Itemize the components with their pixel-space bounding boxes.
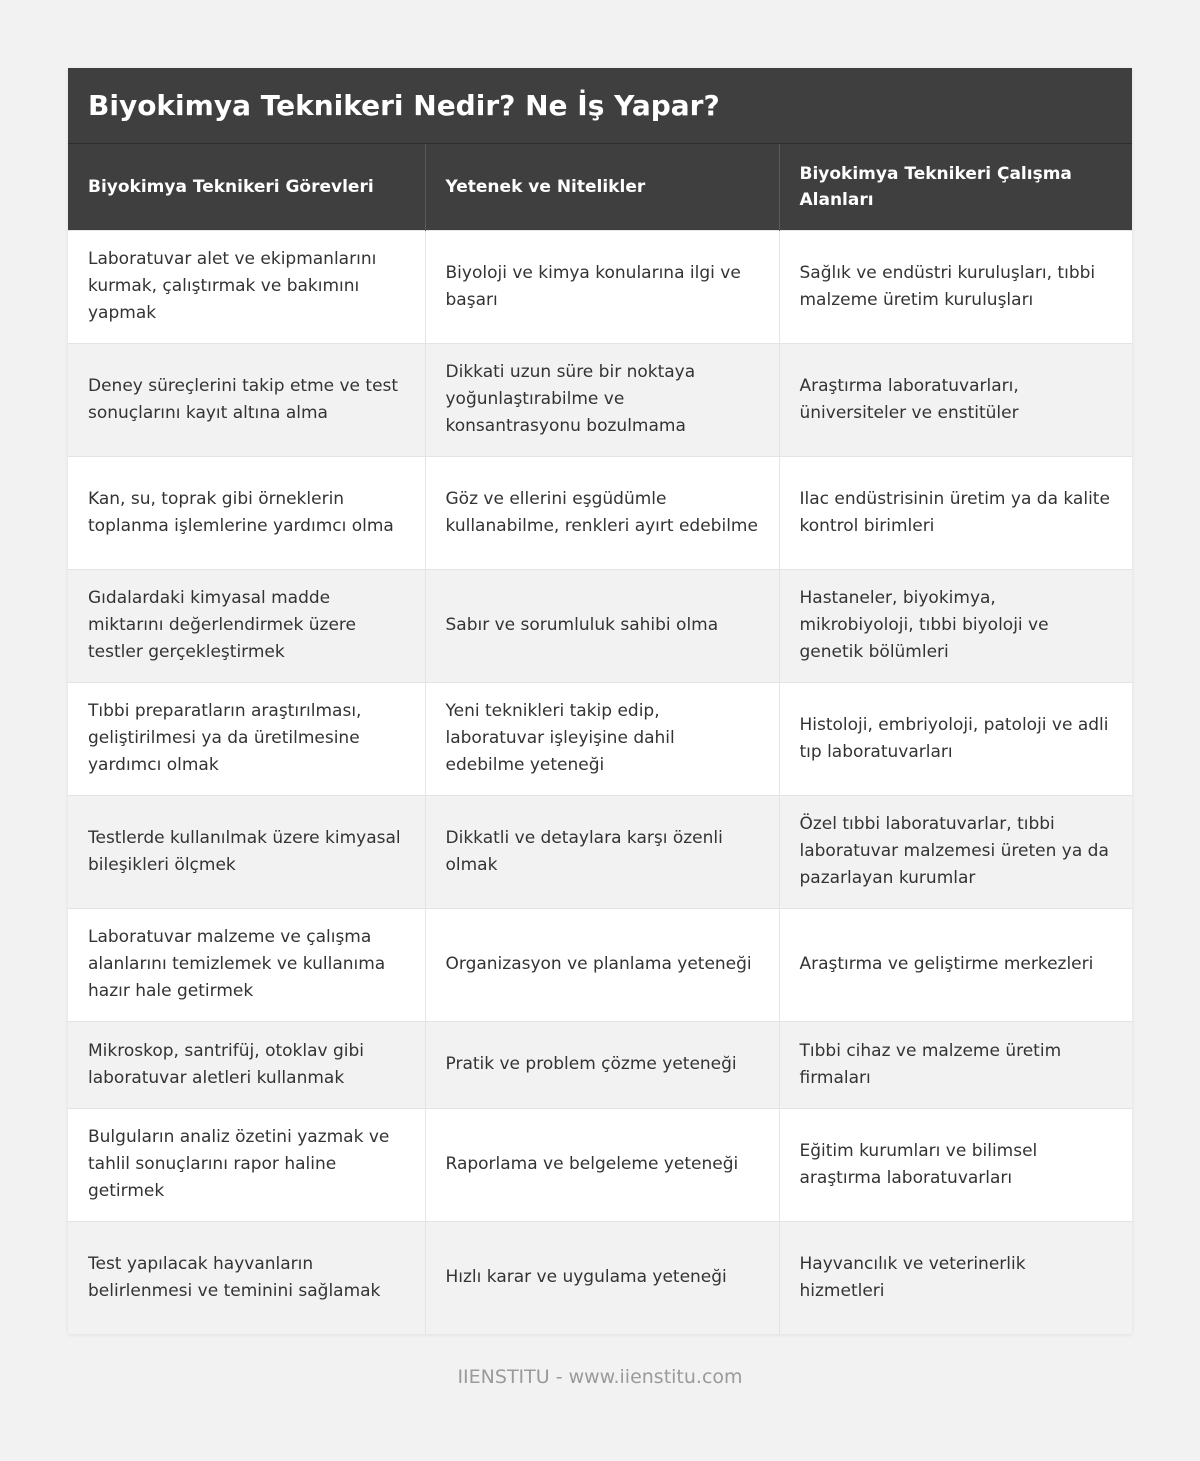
header-row — [68, 144, 1132, 230]
page-title: Biyokimya Teknikeri Nedir? Ne İş Yapar? — [88, 89, 720, 122]
table-cell: Araştırma laboratuvarları, üniversiteler ve enstitüler — [779, 343, 1132, 456]
table-cell: Test yapılacak hayvanların belirlenmesi ve teminini sağlamak — [68, 1221, 425, 1334]
table-cell: Laboratuvar alet ve ekipmanlarını kurmak, çalıştırmak ve bakımını yapmak — [68, 230, 425, 343]
table-row — [68, 682, 1132, 795]
table-cell: Gıdalardaki kimyasal madde miktarını değerlendirmek üzere testler gerçekleştirmek — [68, 569, 425, 682]
table-cell: Göz ve ellerini eşgüdümle kullanabilme, renkleri ayırt edebilme — [425, 456, 779, 569]
table-row — [68, 343, 1132, 456]
table-cell: Hızlı karar ve uygulama yeteneği — [425, 1221, 779, 1334]
table-cell: Dikkatli ve detaylara karşı özenli olmak — [425, 795, 779, 908]
table-cell: Testlerde kullanılmak üzere kimyasal bileşikleri ölçmek — [68, 795, 425, 908]
table-cell: Bulguların analiz özetini yazmak ve tahlil sonuçlarını rapor haline getirmek — [68, 1108, 425, 1221]
table-row — [68, 230, 1132, 343]
table-cell: Histoloji, embriyoloji, patoloji ve adli tıp laboratuvarları — [779, 682, 1132, 795]
table-row — [68, 1221, 1132, 1334]
table-card — [68, 68, 1132, 1334]
table-cell: Araştırma ve geliştirme merkezleri — [779, 908, 1132, 1021]
table-cell: Özel tıbbi laboratuvarlar, tıbbi laboratuvar malzemesi üreten ya da pazarlayan kurumlar — [779, 795, 1132, 908]
table-cell: Biyoloji ve kimya konularına ilgi ve başarı — [425, 230, 779, 343]
column-header-skills: Yetenek ve Nitelikler — [425, 144, 779, 230]
table-cell: Eğitim kurumları ve bilimsel araştırma laboratuvarları — [779, 1108, 1132, 1221]
table-row — [68, 795, 1132, 908]
table-cell: Dikkati uzun süre bir noktaya yoğunlaştırabilme ve konsantrasyonu bozulmama — [425, 343, 779, 456]
table-cell: Ilac endüstrisinin üretim ya da kalite kontrol birimleri — [779, 456, 1132, 569]
table-row — [68, 456, 1132, 569]
table-row — [68, 569, 1132, 682]
table-cell: Raporlama ve belgeleme yeteneği — [425, 1108, 779, 1221]
table-row — [68, 1021, 1132, 1108]
table-cell: Kan, su, toprak gibi örneklerin toplanma işlemlerine yardımcı olma — [68, 456, 425, 569]
table-cell: Organizasyon ve planlama yeteneği — [425, 908, 779, 1021]
table-row — [68, 908, 1132, 1021]
table-body — [68, 230, 1132, 1334]
table-cell: Laboratuvar malzeme ve çalışma alanlarını temizlemek ve kullanıma hazır hale getirmek — [68, 908, 425, 1021]
column-header-duties: Biyokimya Teknikeri Görevleri — [68, 144, 425, 230]
table-cell: Pratik ve problem çözme yeteneği — [425, 1021, 779, 1108]
column-header-work-areas: Biyokimya Teknikeri Çalışma Alanları — [779, 144, 1132, 230]
table-header — [68, 144, 1132, 230]
table-cell: Tıbbi cihaz ve malzeme üretim firmaları — [779, 1021, 1132, 1108]
table-cell: Sabır ve sorumluluk sahibi olma — [425, 569, 779, 682]
table-cell: Hayvancılık ve veterinerlik hizmetleri — [779, 1221, 1132, 1334]
table-cell: Yeni teknikleri takip edip, laboratuvar işleyişine dahil edebilme yeteneği — [425, 682, 779, 795]
info-table — [68, 144, 1132, 1334]
footer-credit: IIENSTITU - www.iienstitu.com — [457, 1366, 743, 1388]
table-cell: Mikroskop, santrifüj, otoklav gibi laboratuvar aletleri kullanmak — [68, 1021, 425, 1108]
title-bar — [68, 68, 1132, 144]
table-cell: Hastaneler, biyokimya, mikrobiyoloji, tıbbi biyoloji ve genetik bölümleri — [779, 569, 1132, 682]
table-cell: Tıbbi preparatların araştırılması, geliştirilmesi ya da üretilmesine yardımcı olmak — [68, 682, 425, 795]
table-row — [68, 1108, 1132, 1221]
table-cell: Deney süreçlerini takip etme ve test sonuçlarını kayıt altına alma — [68, 343, 425, 456]
table-cell: Sağlık ve endüstri kuruluşları, tıbbi malzeme üretim kuruluşları — [779, 230, 1132, 343]
